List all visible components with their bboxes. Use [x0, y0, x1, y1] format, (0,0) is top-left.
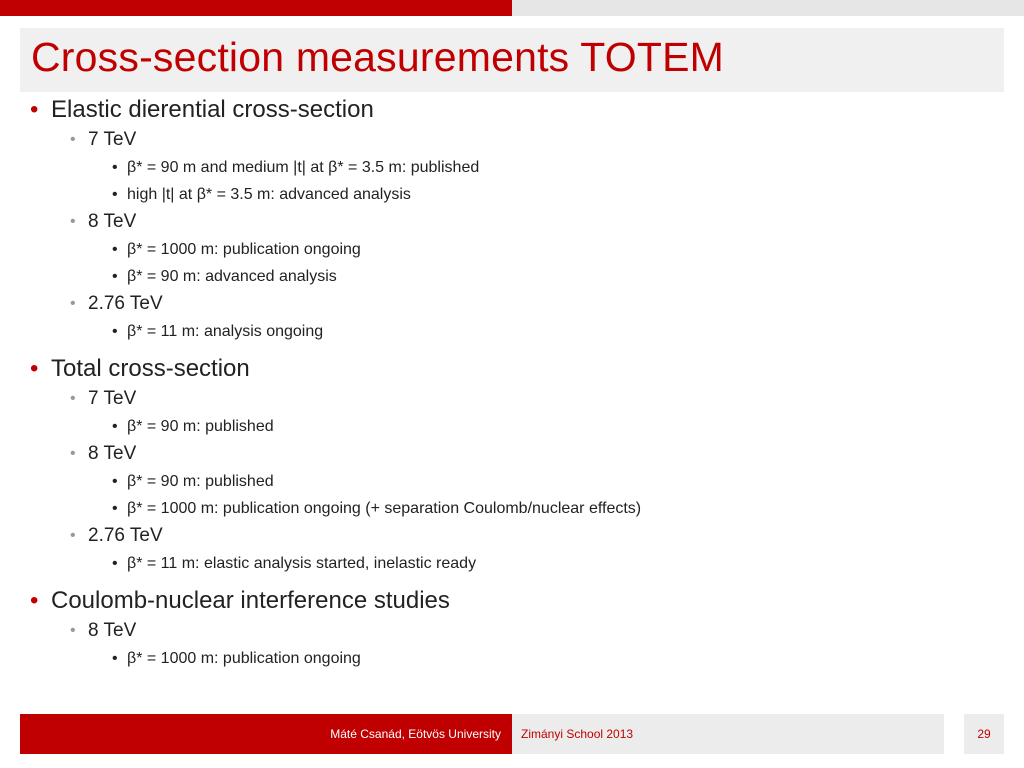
bullet-text: 2.76 TeV	[88, 293, 163, 314]
bullet-text: β* = 1000 m: publication ongoing	[127, 241, 361, 258]
bullet-text: β* = 90 m: published	[127, 418, 274, 435]
bullet-icon: •	[70, 390, 76, 407]
section-heading	[30, 585, 990, 617]
bullet-text: Coulomb-nuclear interference studies	[51, 587, 450, 614]
detail-item	[30, 468, 990, 495]
bullet-text: β* = 11 m: elastic analysis started, inelastic ready	[127, 555, 477, 572]
bullet-text: β* = 90 m: advanced analysis	[127, 268, 337, 285]
top-accent-bar	[0, 0, 512, 16]
bullet-icon: •	[112, 473, 118, 490]
bullet-icon: •	[112, 500, 118, 517]
bullet-icon: •	[112, 418, 118, 435]
bullet-text: 7 TeV	[88, 388, 137, 409]
detail-item	[30, 413, 990, 440]
bullet-text: 8 TeV	[88, 211, 137, 232]
slide-content	[30, 94, 990, 672]
detail-item	[30, 263, 990, 290]
bullet-icon: •	[112, 650, 118, 667]
bullet-text: β* = 90 m: published	[127, 473, 274, 490]
footer-author: Máté Csanád, Eötvös University	[330, 727, 501, 741]
bullet-icon: •	[112, 268, 118, 285]
subsection-item	[30, 385, 990, 413]
bullet-text: 8 TeV	[88, 443, 137, 464]
detail-item	[30, 318, 990, 345]
slide-title: Cross-section measurements TOTEM	[31, 34, 724, 80]
subsection-item	[30, 522, 990, 550]
subsection-item	[30, 440, 990, 468]
bullet-icon: •	[70, 445, 76, 462]
detail-item	[30, 645, 990, 672]
bullet-text: Elastic dierential cross-section	[51, 96, 374, 123]
detail-item	[30, 550, 990, 577]
bullet-icon: •	[112, 186, 118, 203]
subsection-item	[30, 208, 990, 236]
section-heading	[30, 353, 990, 385]
bullet-text: β* = 1000 m: publication ongoing	[127, 650, 361, 667]
bullet-text: 8 TeV	[88, 620, 137, 641]
bullet-text: β* = 90 m and medium |t| at β* = 3.5 m: published	[127, 159, 480, 176]
detail-item	[30, 236, 990, 263]
bullet-text: 2.76 TeV	[88, 525, 163, 546]
subsection-item	[30, 290, 990, 318]
bullet-icon: •	[70, 131, 76, 148]
bullet-icon: •	[30, 96, 39, 123]
bullet-icon: •	[70, 213, 76, 230]
bullet-icon: •	[70, 622, 76, 639]
subsection-item	[30, 126, 990, 154]
bullet-icon: •	[70, 295, 76, 312]
detail-item	[30, 181, 990, 208]
bullet-icon: •	[70, 527, 76, 544]
section-heading	[30, 94, 990, 126]
bullet-text: Total cross-section	[51, 355, 250, 382]
bullet-icon: •	[112, 241, 118, 258]
bullet-text: β* = 11 m: analysis ongoing	[127, 323, 324, 340]
detail-item	[30, 495, 990, 522]
bullet-text: β* = 1000 m: publication ongoing (+ separation Coulomb/nuclear effects)	[127, 500, 642, 517]
bullet-icon: •	[30, 587, 39, 614]
bullet-text: 7 TeV	[88, 129, 137, 150]
page-number: 29	[977, 727, 991, 741]
top-grey-bar	[512, 0, 1024, 16]
bullet-icon: •	[112, 159, 118, 176]
bullet-icon: •	[112, 323, 118, 340]
bullet-icon: •	[30, 355, 39, 382]
bullet-icon: •	[112, 555, 118, 572]
footer-event: Zimányi School 2013	[521, 727, 634, 741]
bullet-text: high |t| at β* = 3.5 m: advanced analysis	[127, 186, 411, 203]
detail-item	[30, 154, 990, 181]
subsection-item	[30, 617, 990, 645]
